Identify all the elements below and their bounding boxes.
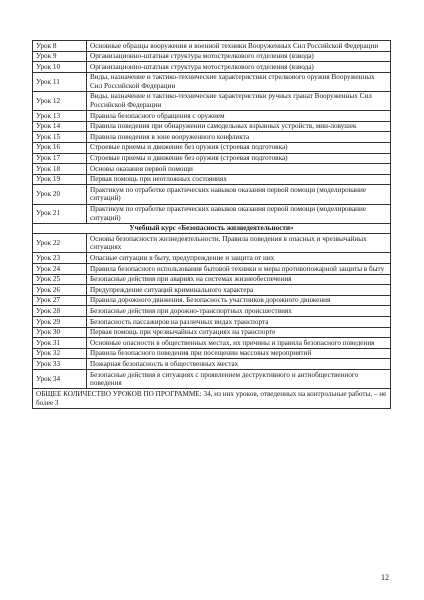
lesson-topic: Правила дорожного движения. Безопасность участников дорожного движения [87, 295, 391, 306]
lesson-topic: Правила безопасного обращения с оружием [87, 111, 391, 122]
lesson-topic: Предупреждение ситуаций криминального характера [87, 285, 391, 296]
table-row [33, 121, 391, 132]
lesson-topic: Организационно-штатная структура мотострелкового отделения (взвода) [87, 62, 391, 73]
lesson-topic: Правила безопасного поведения при посещении массовых мероприятий [87, 348, 391, 359]
lesson-number: Урок 24 [33, 264, 87, 275]
lesson-number: Урок 9 [33, 51, 87, 62]
lesson-number: Урок 33 [33, 359, 87, 370]
lesson-topic: Организационно-штатная структура мотострелкового отделения (взвода) [87, 51, 391, 62]
lesson-number: Урок 34 [33, 370, 87, 389]
lesson-number: Урок 10 [33, 62, 87, 73]
lesson-topic: Первая помощь при чрезвычайных ситуациях на транспорте [87, 327, 391, 338]
total-row [33, 389, 391, 409]
table-row [33, 51, 391, 62]
table-row [33, 264, 391, 275]
table-row [33, 338, 391, 349]
page-number: 12 [381, 573, 389, 582]
lesson-number: Урок 31 [33, 338, 87, 349]
lesson-number: Урок 12 [33, 91, 87, 110]
lesson-topic: Первая помощь при неотложных состояниях [87, 174, 391, 185]
table-row [33, 348, 391, 359]
lesson-number: Урок 15 [33, 132, 87, 143]
table-row [33, 317, 391, 328]
section-title: Учебный курс «Безопасность жизнедеятельности» [33, 223, 391, 234]
lesson-topic: Безопасные действия при дорожно-транспортных происшествиях [87, 306, 391, 317]
table-row [33, 185, 391, 204]
lesson-number: Урок 16 [33, 142, 87, 153]
lesson-topic: Безопасные действия при авариях на системах жизнеобеспечения [87, 274, 391, 285]
lesson-number: Урок 11 [33, 72, 87, 91]
lesson-number: Урок 21 [33, 204, 87, 223]
table-row [33, 285, 391, 296]
table-row [33, 41, 391, 52]
lesson-number: Урок 17 [33, 153, 87, 164]
lesson-topic: Строевые приемы и движение без оружия (строевая подготовка) [87, 142, 391, 153]
lesson-topic: Основы безопасности жизнедеятельности. Правила поведения в опасных и чрезвычайных ситуациях [87, 234, 391, 253]
lesson-number: Урок 23 [33, 253, 87, 264]
lesson-number: Урок 20 [33, 185, 87, 204]
lesson-number: Урок 28 [33, 306, 87, 317]
lesson-topic: Пожарная безопасность в общественных местах [87, 359, 391, 370]
lesson-topic: Безопасность пассажиров на различных видах транспорта [87, 317, 391, 328]
table-row [33, 359, 391, 370]
table-row [33, 306, 391, 317]
lesson-number: Урок 13 [33, 111, 87, 122]
table-row [33, 72, 391, 91]
table-row [33, 62, 391, 73]
lesson-topic: Основные образцы вооружения и военной техники Вооруженных Сил Российской Федерации [87, 41, 391, 52]
lesson-topic: Виды, назначение и тактико-технические характеристики ручных гранат Вооруженных Сил Российской Федерации [87, 91, 391, 110]
lesson-number: Урок 27 [33, 295, 87, 306]
table-row [33, 164, 391, 175]
table-row [33, 91, 391, 110]
table-row [33, 111, 391, 122]
lesson-topic: Основные опасности в общественных местах, их причины и правила безопасного поведения [87, 338, 391, 349]
total-lessons-text: ОБЩЕЕ КОЛИЧЕСТВО УРОКОВ ПО ПРОГРАММЕ: 34, из них уроков, отведенных на контрольные работы, – не более 3 [33, 389, 391, 409]
lesson-topic: Практикум по отработке практических навыков оказания первой помощи (моделирование ситуаций) [87, 185, 391, 204]
table-row [33, 234, 391, 253]
lesson-table [32, 40, 391, 409]
lesson-topic: Правила поведения при обнаружении самодельных взрывных устройств, мин-ловушек [87, 121, 391, 132]
lesson-number: Урок 30 [33, 327, 87, 338]
lesson-topic: Правила безопасного использования бытовой техники и меры противопожарной защиты в быту [87, 264, 391, 275]
table-row [33, 370, 391, 389]
lesson-topic: Правила поведения в зоне вооруженного конфликта [87, 132, 391, 143]
lesson-number: Урок 29 [33, 317, 87, 328]
lesson-number: Урок 14 [33, 121, 87, 132]
lesson-topic: Строевые приемы и движение без оружия (строевая подготовка) [87, 153, 391, 164]
lesson-topic: Виды, назначение и тактико-технические характеристики стрелкового оружия Вооруженных Сил Российской Федерации [87, 72, 391, 91]
lesson-topic: Основы оказания первой помощи [87, 164, 391, 175]
lesson-number: Урок 25 [33, 274, 87, 285]
lesson-number: Урок 19 [33, 174, 87, 185]
lesson-number: Урок 18 [33, 164, 87, 175]
lesson-topic: Опасные ситуации в быту, предупреждение и защита от них [87, 253, 391, 264]
lesson-number: Урок 8 [33, 41, 87, 52]
section-row [33, 223, 391, 234]
table-row [33, 327, 391, 338]
lesson-topic: Практикум по отработке практических навыков оказания первой помощи (моделирование ситуаций) [87, 204, 391, 223]
table-row [33, 204, 391, 223]
lesson-number: Урок 32 [33, 348, 87, 359]
lesson-number: Урок 26 [33, 285, 87, 296]
table-row [33, 174, 391, 185]
lesson-number: Урок 22 [33, 234, 87, 253]
table-row [33, 142, 391, 153]
table-row [33, 153, 391, 164]
table-row [33, 253, 391, 264]
lesson-topic: Безопасные действия в ситуациях с проявлением деструктивного и антиобщественного поведения [87, 370, 391, 389]
table-row [33, 274, 391, 285]
table-row [33, 295, 391, 306]
table-row [33, 132, 391, 143]
